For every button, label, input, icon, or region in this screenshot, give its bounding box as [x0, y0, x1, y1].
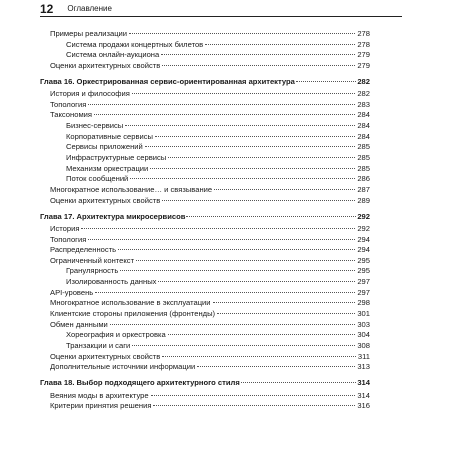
dot-leader: [125, 125, 355, 126]
dot-leader: [120, 270, 355, 271]
toc-entry-page-number: 284: [357, 131, 370, 141]
dot-leader: [151, 395, 356, 396]
toc-section-entry: [40, 196, 370, 207]
toc-entry-label: Инфраструктурные сервисы: [66, 153, 167, 163]
toc-entry-label: API-уровень: [50, 287, 94, 297]
dot-leader: [296, 81, 356, 82]
toc-entry-page-number: 279: [357, 60, 370, 70]
toc-entry-label: Транзакции и саги: [66, 340, 131, 350]
toc-entry-label: История и философия: [50, 89, 130, 99]
dot-leader: [241, 382, 357, 383]
toc-subsection-entry: [40, 153, 370, 164]
toc-entry-page-number: 314: [357, 390, 370, 400]
toc-subsection-entry: [40, 341, 370, 352]
toc-entry-page-number: 304: [357, 330, 370, 340]
toc-entry-label: Оценки архитектурных свойств: [50, 60, 161, 70]
toc-entry-label: Клиентские стороны приложения (фронтенды): [50, 309, 216, 319]
dot-leader: [88, 239, 355, 240]
dot-leader: [88, 104, 355, 105]
toc-subsection-entry: [40, 266, 370, 277]
dot-leader: [81, 228, 355, 229]
dot-leader: [214, 189, 355, 190]
toc-section-entry: [40, 61, 370, 72]
toc-subsection-entry: [40, 50, 370, 61]
toc-entry-page-number: 282: [357, 89, 370, 99]
toc-entry-label: Корпоративные сервисы: [66, 131, 153, 141]
dot-leader: [168, 334, 356, 335]
toc-entry-page-number: 316: [357, 401, 370, 411]
toc-entry-page-number: 297: [357, 277, 370, 287]
toc-entry-label: Поток сообщений: [66, 174, 129, 184]
toc-entry-page-number: 311: [357, 351, 370, 361]
toc-entry-label: Глава 16. Оркестрированная сервис-ориентированная архитектура: [40, 77, 295, 87]
toc-entry-label: Оценки архитектурных свойств: [50, 195, 161, 205]
toc-entry-page-number: 295: [357, 255, 370, 265]
dot-leader: [162, 65, 355, 66]
toc-entry-label: Глава 17. Архитектура микросервисов: [40, 211, 186, 221]
dot-leader: [205, 44, 355, 45]
dot-leader: [110, 324, 356, 325]
toc-entry-page-number: 298: [357, 298, 370, 308]
toc-entry-label: Система продажи концертных билетов: [66, 39, 204, 49]
dot-leader: [197, 366, 355, 367]
toc-entry-page-number: 292: [357, 223, 370, 233]
toc-section-entry: [40, 110, 370, 121]
toc-entry-page-number: 283: [357, 99, 370, 109]
toc-subsection-entry: [40, 174, 370, 185]
dot-leader: [150, 168, 355, 169]
toc-entry-label: Веяния моды в архитектуре: [50, 390, 149, 400]
page-number: 12: [40, 2, 54, 16]
toc-section-entry: [40, 89, 370, 100]
dot-leader: [94, 114, 355, 115]
toc-subsection-entry: [40, 132, 370, 143]
toc-entry-label: Многократное использование… и связывание: [50, 184, 213, 194]
dot-leader: [136, 260, 355, 261]
dot-leader: [130, 178, 355, 179]
toc-entry-label: Бизнес-сервисы: [66, 121, 124, 131]
toc-entry-page-number: 279: [357, 50, 370, 60]
dot-leader: [162, 200, 355, 201]
toc-subsection-entry: [40, 121, 370, 132]
toc-chapter-entry: [40, 212, 370, 223]
toc-entry-label: Ограниченный контекст: [50, 255, 135, 265]
toc-subsection-entry: [40, 277, 370, 288]
toc-entry-page-number: 294: [357, 234, 370, 244]
toc-entry-page-number: 286: [357, 174, 370, 184]
toc-entry-page-number: 285: [357, 153, 370, 163]
toc-entry-label: Сервисы приложений: [66, 142, 143, 152]
toc-entry-label: Дополнительные источники информации: [50, 362, 196, 372]
dot-leader: [132, 93, 355, 94]
toc-entry-page-number: 282: [357, 77, 370, 87]
toc-entry-label: Распределенность: [50, 245, 117, 255]
toc-entry-page-number: 297: [357, 287, 370, 297]
toc-entry-page-number: 285: [357, 163, 370, 173]
toc-entry-label: История: [50, 223, 80, 233]
dot-leader: [162, 356, 356, 357]
toc-entry-page-number: 287: [357, 184, 370, 194]
toc-section-entry: [40, 224, 370, 235]
dot-leader: [161, 54, 355, 55]
toc-section-entry: [40, 100, 370, 111]
toc-entry-label: Топология: [50, 99, 87, 109]
toc-entry-page-number: 284: [357, 121, 370, 131]
toc-entry-page-number: 278: [357, 39, 370, 49]
toc-entry-label: Многократное использование в эксплуатации: [50, 298, 211, 308]
toc-entry-page-number: 308: [357, 340, 370, 350]
toc-subsection-entry: [40, 330, 370, 341]
dot-leader: [132, 345, 355, 346]
toc-subsection-entry: [40, 142, 370, 153]
toc-entry-page-number: 292: [357, 211, 370, 221]
toc-entry-page-number: 303: [357, 319, 370, 329]
toc-section-entry: [40, 401, 370, 412]
table-of-contents: [40, 29, 370, 412]
toc-section-entry: [40, 309, 370, 320]
toc-entry-page-number: 289: [357, 195, 370, 205]
toc-entry-label: Изолированность данных: [66, 277, 157, 287]
toc-section-entry: [40, 320, 370, 331]
toc-section-entry: [40, 235, 370, 246]
dot-leader: [153, 405, 355, 406]
toc-section-entry: [40, 362, 370, 373]
toc-entry-page-number: 295: [357, 266, 370, 276]
toc-entry-label: Механизм оркестрации: [66, 163, 149, 173]
toc-entry-page-number: 313: [357, 362, 370, 372]
dot-leader: [168, 157, 355, 158]
toc-entry-page-number: 285: [357, 142, 370, 152]
dot-leader: [129, 33, 355, 34]
toc-entry-page-number: 314: [357, 378, 370, 388]
dot-leader: [158, 281, 355, 282]
toc-section-entry: [40, 245, 370, 256]
dot-leader: [213, 302, 356, 303]
toc-entry-label: Глава 18. Выбор подходящего архитектурного стиля: [40, 378, 240, 388]
toc-chapter-entry: [40, 378, 370, 389]
running-header: [40, 0, 402, 17]
toc-entry-label: Хореография и оркестровка: [66, 330, 166, 340]
dot-leader: [155, 136, 355, 137]
toc-chapter-entry: [40, 77, 370, 88]
toc-entry-label: Обмен данными: [50, 319, 108, 329]
toc-subsection-entry: [40, 40, 370, 51]
dot-leader: [217, 313, 355, 314]
dot-leader: [95, 292, 355, 293]
dot-leader: [145, 146, 356, 147]
toc-entry-page-number: 278: [357, 29, 370, 38]
toc-section-entry: [40, 185, 370, 196]
toc-subsection-entry: [40, 164, 370, 175]
dot-leader: [118, 249, 355, 250]
toc-entry-label: Топология: [50, 234, 87, 244]
toc-entry-label: Система онлайн-аукциона: [66, 50, 160, 60]
toc-entry-page-number: 284: [357, 110, 370, 120]
toc-entry-page-number: 294: [357, 245, 370, 255]
toc-entry-label: Оценки архитектурных свойств: [50, 351, 161, 361]
toc-section-entry: [40, 298, 370, 309]
toc-section-entry: [40, 391, 370, 402]
toc-entry-label: Гранулярность: [66, 266, 119, 276]
toc-section-entry: [40, 256, 370, 267]
toc-entry-label: Критерии принятия решения: [50, 401, 152, 411]
dot-leader: [186, 216, 356, 217]
toc-entry-label: Таксономия: [50, 110, 93, 120]
toc-section-entry: [40, 29, 370, 40]
toc-section-entry: [40, 288, 370, 299]
header-title: Оглавление: [67, 4, 112, 13]
toc-entry-label: Примеры реализации: [50, 29, 128, 38]
toc-section-entry: [40, 352, 370, 363]
toc-entry-page-number: 301: [357, 309, 370, 319]
